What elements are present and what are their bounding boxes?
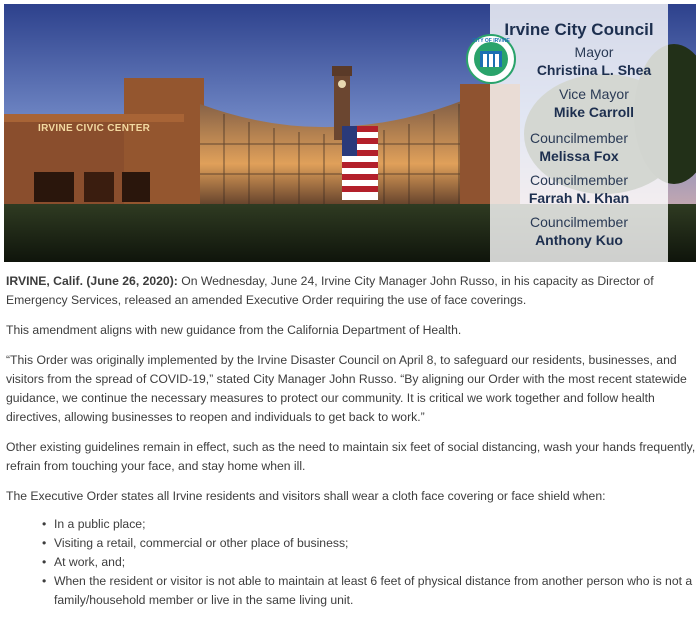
paragraph-intro: [6, 272, 696, 310]
list-item: • Visiting a retail, commercial or other place of business;: [42, 534, 696, 553]
member-role: Mayor: [574, 44, 614, 60]
member-name: Mike Carroll: [553, 104, 635, 120]
list-item: • In a public place;: [42, 515, 696, 534]
paragraph: This amendment aligns with new guidance from the California Department of Health.: [6, 323, 462, 337]
paragraph-quote: “This Order was originally implemented by the Irvine Disaster Council on April 8, to safeguard our residents, businesses, and visitors from the spread of COVID-19,” stated City Manager John Russo. “By aligning our Order with the most recent statewide guidance, we continue the necessary measures to protect our community. It is critical we work together and follow health directives, allowing businesses to reopen and individuals to get back to work.”: [6, 353, 687, 424]
city-council-panel: [472, 4, 668, 262]
intro-text: On Wednesday, June 24, Irvine City Manager John Russo, in his capacity as Director of Emergency Services, released an amended Executive Order requiring the use of face coverings.: [6, 274, 654, 307]
member-role: Councilmember: [529, 172, 629, 188]
svg-text:CITY OF IRVINE: CITY OF IRVINE: [472, 38, 510, 44]
member-name: Farrah N. Khan: [528, 190, 630, 206]
paragraph: The Executive Order states all Irvine residents and visitors shall wear a cloth face covering or face shield when:: [6, 489, 606, 503]
requirements-list: [42, 515, 696, 610]
list-item: • When the resident or visitor is not able to maintain at least 6 feet of physical distance from another person who is not a family/household member or live in the same living unit.: [42, 572, 696, 610]
header-banner: [4, 4, 696, 262]
list-item: • At work, and;: [42, 553, 696, 572]
press-release-body: [6, 272, 696, 610]
member-role: Councilmember: [529, 130, 629, 146]
member-name: Anthony Kuo: [535, 232, 623, 248]
member-name: Christina L. Shea: [536, 62, 652, 78]
city-seal-logo: [466, 34, 516, 84]
paragraph: Other existing guidelines remain in effect, such as the need to maintain six feet of social distancing, wash your hands frequently, refrain from touching your face, and stay home when ill.: [6, 440, 696, 473]
civic-center-sign: IRVINE CIVIC CENTER: [38, 123, 151, 134]
council-title: Irvine City Council: [504, 20, 654, 39]
dateline: IRVINE, Calif. (June 26, 2020):: [6, 274, 178, 288]
member-role: Councilmember: [529, 214, 629, 230]
member-name: Melissa Fox: [539, 148, 619, 164]
member-role: Vice Mayor: [559, 86, 629, 102]
